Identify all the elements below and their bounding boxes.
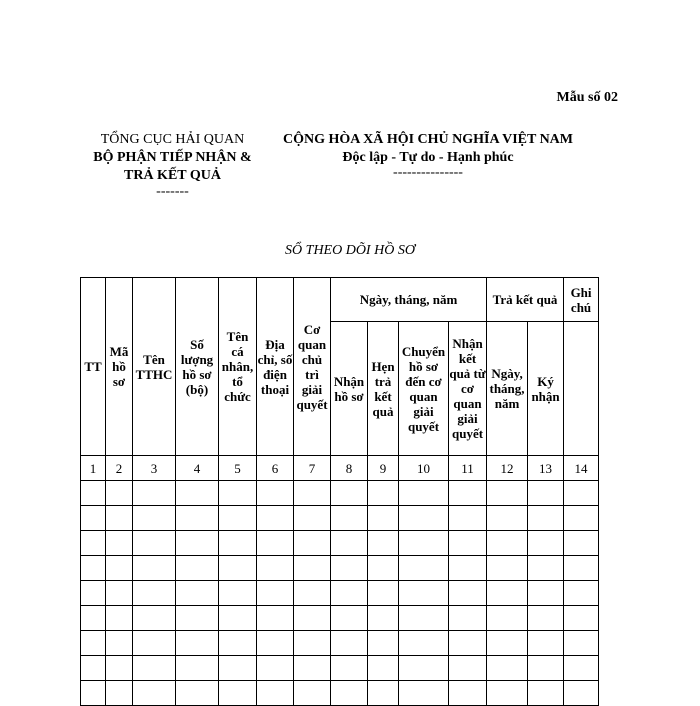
national-motto: Độc lập - Tự do - Hạnh phúc bbox=[342, 150, 514, 165]
empty-cell bbox=[176, 581, 219, 606]
empty-cell bbox=[176, 606, 219, 631]
empty-cell bbox=[294, 656, 331, 681]
empty-cell bbox=[219, 531, 257, 556]
empty-cell bbox=[449, 506, 487, 531]
empty-cell bbox=[219, 656, 257, 681]
empty-cell bbox=[487, 606, 528, 631]
empty-cell bbox=[133, 681, 176, 706]
empty-cell bbox=[257, 556, 294, 581]
empty-cell bbox=[368, 481, 399, 506]
empty-cell bbox=[176, 506, 219, 531]
empty-cell bbox=[219, 681, 257, 706]
table-row bbox=[81, 631, 599, 656]
empty-cell bbox=[331, 681, 368, 706]
header-ghi-chu-blank bbox=[564, 322, 599, 456]
table-row bbox=[81, 606, 599, 631]
empty-cell bbox=[257, 531, 294, 556]
empty-cell bbox=[294, 481, 331, 506]
empty-cell bbox=[176, 656, 219, 681]
empty-cell bbox=[564, 556, 599, 581]
empty-cell bbox=[564, 656, 599, 681]
empty-cell bbox=[368, 531, 399, 556]
empty-cell bbox=[133, 556, 176, 581]
column-number: 11 bbox=[449, 456, 487, 481]
column-number: 4 bbox=[176, 456, 219, 481]
empty-cell bbox=[81, 531, 106, 556]
empty-cell bbox=[133, 656, 176, 681]
empty-cell bbox=[331, 631, 368, 656]
empty-cell bbox=[528, 556, 564, 581]
empty-cell bbox=[368, 656, 399, 681]
empty-cell bbox=[449, 581, 487, 606]
empty-cell bbox=[449, 656, 487, 681]
empty-cell bbox=[487, 481, 528, 506]
empty-cell bbox=[219, 481, 257, 506]
empty-cell bbox=[449, 531, 487, 556]
right-separator: --------------- bbox=[393, 165, 463, 180]
column-number: 7 bbox=[294, 456, 331, 481]
header-group-tra-ket-qua: Trả kết quả bbox=[487, 278, 564, 322]
empty-cell bbox=[257, 631, 294, 656]
empty-cell bbox=[219, 556, 257, 581]
empty-cell bbox=[528, 531, 564, 556]
empty-cell bbox=[294, 506, 331, 531]
empty-cell bbox=[294, 556, 331, 581]
column-number: 6 bbox=[257, 456, 294, 481]
header-group-ngay: Ngày, tháng, năm bbox=[331, 278, 487, 322]
header-nhan-ho-so: Nhận hồ sơ bbox=[331, 322, 368, 456]
empty-cell bbox=[487, 506, 528, 531]
empty-cell bbox=[81, 581, 106, 606]
empty-cell bbox=[294, 606, 331, 631]
empty-cell bbox=[331, 481, 368, 506]
empty-cell bbox=[528, 606, 564, 631]
empty-cell bbox=[528, 631, 564, 656]
empty-cell bbox=[528, 506, 564, 531]
empty-cell bbox=[399, 631, 449, 656]
empty-cell bbox=[487, 631, 528, 656]
empty-cell bbox=[133, 581, 176, 606]
empty-cell bbox=[399, 556, 449, 581]
empty-cell bbox=[106, 531, 133, 556]
header-tt: TT bbox=[81, 278, 106, 456]
table-row bbox=[81, 581, 599, 606]
department-line-1: BỘ PHẬN TIẾP NHẬN & bbox=[93, 150, 252, 165]
empty-cell bbox=[564, 531, 599, 556]
nation-name: CỘNG HÒA XÃ HỘI CHỦ NGHĨA VIỆT NAM bbox=[282, 132, 573, 147]
header-so-luong: Số lượng hồ sơ (bộ) bbox=[176, 278, 219, 456]
empty-cell bbox=[81, 606, 106, 631]
empty-cell bbox=[331, 656, 368, 681]
empty-cell bbox=[219, 631, 257, 656]
empty-cell bbox=[399, 656, 449, 681]
national-header-block bbox=[268, 131, 588, 179]
header-ngay-thang-nam: Ngày, tháng, năm bbox=[487, 322, 528, 456]
header-dia-chi: Địa chỉ, số điện thoại bbox=[257, 278, 294, 456]
column-number: 10 bbox=[399, 456, 449, 481]
empty-cell bbox=[399, 481, 449, 506]
empty-cell bbox=[106, 581, 133, 606]
empty-cell bbox=[399, 581, 449, 606]
header-ky-nhan: Ký nhận bbox=[528, 322, 564, 456]
empty-cell bbox=[176, 531, 219, 556]
empty-cell bbox=[331, 606, 368, 631]
empty-cell bbox=[528, 681, 564, 706]
empty-cell bbox=[176, 681, 219, 706]
empty-cell bbox=[133, 606, 176, 631]
empty-cell bbox=[257, 581, 294, 606]
empty-cell bbox=[331, 531, 368, 556]
column-number: 5 bbox=[219, 456, 257, 481]
empty-cell bbox=[81, 656, 106, 681]
table-row bbox=[81, 656, 599, 681]
column-number-row bbox=[81, 456, 599, 481]
header-ma-ho-so: Mã hồ sơ bbox=[106, 278, 133, 456]
empty-cell bbox=[564, 606, 599, 631]
table-row bbox=[81, 481, 599, 506]
empty-cell bbox=[399, 531, 449, 556]
empty-cell bbox=[528, 581, 564, 606]
empty-cell bbox=[219, 506, 257, 531]
empty-cell bbox=[487, 556, 528, 581]
empty-cell bbox=[487, 681, 528, 706]
empty-cell bbox=[176, 631, 219, 656]
column-number: 12 bbox=[487, 456, 528, 481]
empty-cell bbox=[449, 556, 487, 581]
empty-cell bbox=[133, 531, 176, 556]
empty-cell bbox=[176, 481, 219, 506]
empty-cell bbox=[133, 506, 176, 531]
header-co-quan: Cơ quan chủ trì giải quyết bbox=[294, 278, 331, 456]
empty-cell bbox=[368, 556, 399, 581]
column-number: 2 bbox=[106, 456, 133, 481]
empty-cell bbox=[106, 681, 133, 706]
empty-cell bbox=[133, 631, 176, 656]
empty-cell bbox=[106, 556, 133, 581]
empty-cell bbox=[331, 556, 368, 581]
table-row bbox=[81, 531, 599, 556]
empty-cell bbox=[449, 631, 487, 656]
empty-cell bbox=[106, 631, 133, 656]
column-number: 3 bbox=[133, 456, 176, 481]
column-number: 13 bbox=[528, 456, 564, 481]
empty-cell bbox=[528, 481, 564, 506]
empty-cell bbox=[399, 681, 449, 706]
empty-cell bbox=[106, 606, 133, 631]
empty-cell bbox=[487, 581, 528, 606]
empty-cell bbox=[528, 656, 564, 681]
table-row bbox=[81, 556, 599, 581]
header-chuyen-ho-so: Chuyển hồ sơ đến cơ quan giải quyết bbox=[399, 322, 449, 456]
empty-cell bbox=[564, 481, 599, 506]
empty-cell bbox=[331, 581, 368, 606]
department-line-2: TRẢ KẾT QUẢ bbox=[124, 168, 221, 183]
table-row bbox=[81, 681, 599, 706]
empty-cell bbox=[368, 606, 399, 631]
empty-cell bbox=[257, 481, 294, 506]
empty-cell bbox=[257, 506, 294, 531]
empty-cell bbox=[368, 581, 399, 606]
empty-cell bbox=[294, 531, 331, 556]
blank-entry-rows bbox=[81, 481, 599, 706]
tracking-table bbox=[80, 277, 599, 706]
empty-cell bbox=[257, 606, 294, 631]
empty-cell bbox=[294, 681, 331, 706]
agency-name: TỔNG CỤC HẢI QUAN bbox=[100, 132, 245, 147]
empty-cell bbox=[487, 531, 528, 556]
empty-cell bbox=[133, 481, 176, 506]
column-number: 9 bbox=[368, 456, 399, 481]
empty-cell bbox=[81, 681, 106, 706]
left-separator: ------- bbox=[156, 184, 189, 199]
empty-cell bbox=[106, 481, 133, 506]
empty-cell bbox=[81, 481, 106, 506]
empty-cell bbox=[81, 631, 106, 656]
column-number: 1 bbox=[81, 456, 106, 481]
empty-cell bbox=[106, 506, 133, 531]
empty-cell bbox=[449, 481, 487, 506]
table-row bbox=[81, 506, 599, 531]
empty-cell bbox=[564, 506, 599, 531]
header-ghi-chu: Ghi chú bbox=[564, 278, 599, 322]
header-hen-tra: Hẹn trả kết quả bbox=[368, 322, 399, 456]
empty-cell bbox=[106, 656, 133, 681]
empty-cell bbox=[257, 681, 294, 706]
empty-cell bbox=[449, 606, 487, 631]
empty-cell bbox=[368, 681, 399, 706]
empty-cell bbox=[81, 556, 106, 581]
empty-cell bbox=[399, 606, 449, 631]
empty-cell bbox=[449, 681, 487, 706]
empty-cell bbox=[219, 581, 257, 606]
empty-cell bbox=[219, 606, 257, 631]
header-ten-tthc: Tên TTHC bbox=[133, 278, 176, 456]
issuing-agency-block bbox=[80, 131, 265, 199]
header-ten-ca-nhan: Tên cá nhân, tổ chức bbox=[219, 278, 257, 456]
document-title: SỔ THEO DÕI HỒ SƠ bbox=[285, 243, 415, 258]
empty-cell bbox=[368, 631, 399, 656]
empty-cell bbox=[564, 681, 599, 706]
empty-cell bbox=[294, 581, 331, 606]
empty-cell bbox=[564, 581, 599, 606]
column-number: 14 bbox=[564, 456, 599, 481]
header-nhan-ket-qua: Nhận kết quả từ cơ quan giải quyết bbox=[449, 322, 487, 456]
empty-cell bbox=[399, 506, 449, 531]
form-number: Mẫu số 02 bbox=[556, 90, 618, 105]
empty-cell bbox=[331, 506, 368, 531]
empty-cell bbox=[176, 556, 219, 581]
empty-cell bbox=[368, 506, 399, 531]
column-number: 8 bbox=[331, 456, 368, 481]
empty-cell bbox=[81, 506, 106, 531]
empty-cell bbox=[257, 656, 294, 681]
empty-cell bbox=[487, 656, 528, 681]
empty-cell bbox=[564, 631, 599, 656]
empty-cell bbox=[294, 631, 331, 656]
